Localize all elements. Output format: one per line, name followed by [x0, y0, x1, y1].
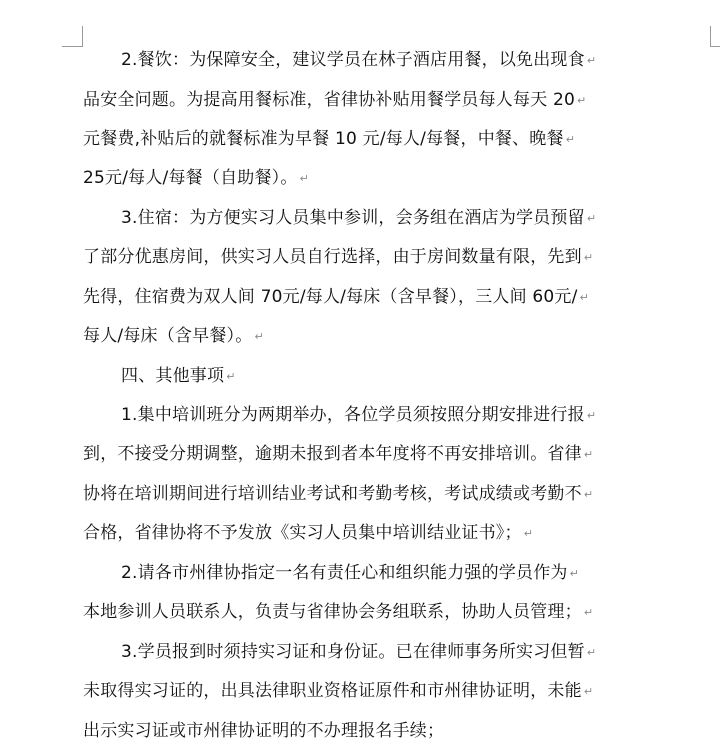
paragraph-mark-icon: ↵: [569, 567, 580, 580]
paragraph-mark-icon: ↵: [586, 54, 597, 67]
text-line: 协将在培训期间进行培训结业考试和考勤考核，考试成绩或考勤不 ↵: [83, 484, 594, 504]
text-line: 3.住宿：为方便实习人员集中参训，会务组在酒店为学员预留 ↵: [121, 208, 597, 228]
paragraph-mark-icon: ↵: [586, 212, 597, 225]
text-line: 出示实习证或市州律协证明的不办理报名手续；: [83, 721, 445, 741]
paragraph-mark-icon: ↵: [577, 94, 587, 107]
text-line: 2.餐饮：为保障安全，建议学员在林子酒店用餐，以免出现食 ↵: [121, 50, 597, 70]
paragraph-mark-icon: ↵: [523, 527, 534, 540]
paragraph-mark-icon: ↵: [579, 291, 589, 304]
paragraph-mark-icon: ↵: [583, 251, 594, 264]
margin-corner-mark-left: [62, 26, 83, 47]
paragraph-mark-icon: ↵: [226, 370, 236, 383]
paragraph-mark-icon: ↵: [583, 448, 594, 461]
paragraph-mark-icon: ↵: [583, 488, 594, 501]
text-line: 本地参训人员联系人，负责与省律协会务组联系，协助人员管理； ↵: [83, 602, 594, 622]
text-line: 了部分优惠房间，供实习人员自行选择，由于房间数量有限，先到 ↵: [83, 247, 594, 267]
paragraph-mark-icon: ↵: [586, 409, 597, 422]
text-line: 元餐费,补贴后的就餐标准为早餐 10 元/每人/每餐，中餐、晚餐 ↵: [83, 129, 576, 149]
text-line: 1.集中培训班分为两期举办，各位学员须按照分期安排进行报 ↵: [121, 405, 597, 425]
text-line: 未取得实习证的，出具法律职业资格证原件和市州律协证明，未能 ↵: [83, 681, 594, 701]
text-line: 品安全问题。为提高用餐标准，省律协补贴用餐学员每人每天 20 ↵: [83, 90, 587, 110]
paragraph-mark-icon: ↵: [254, 330, 264, 343]
text-line: 25元/每人/每餐（自助餐）。 ↵: [83, 168, 310, 188]
paragraph-mark-icon: ↵: [583, 606, 594, 619]
text-line: 到，不接受分期调整，逾期未报到者本年度将不再安排培训。省律 ↵: [83, 444, 594, 464]
paragraph-mark-icon: ↵: [583, 685, 594, 698]
text-line: 3.学员报到时须持实习证和身份证。已在律师事务所实习但暂 ↵: [121, 642, 597, 662]
paragraph-mark-icon: ↵: [565, 133, 576, 146]
margin-corner-mark-right: [710, 26, 720, 47]
text-line: 2.请各市州律协指定一名有责任心和组织能力强的学员作为 ↵: [121, 563, 580, 583]
section-heading: 四、其他事项 ↵: [121, 366, 236, 386]
text-line: 先得，住宿费为双人间 70元/每人/每床（含早餐），三人间 60元/ ↵: [83, 287, 589, 307]
text-line: 合格，省律协将不予发放《实习人员集中培训结业证书》； ↵: [83, 523, 534, 543]
text-line: 每人/每床（含早餐）。 ↵: [83, 326, 264, 346]
paragraph-mark-icon: ↵: [299, 172, 310, 185]
paragraph-mark-icon: ↵: [586, 646, 597, 659]
